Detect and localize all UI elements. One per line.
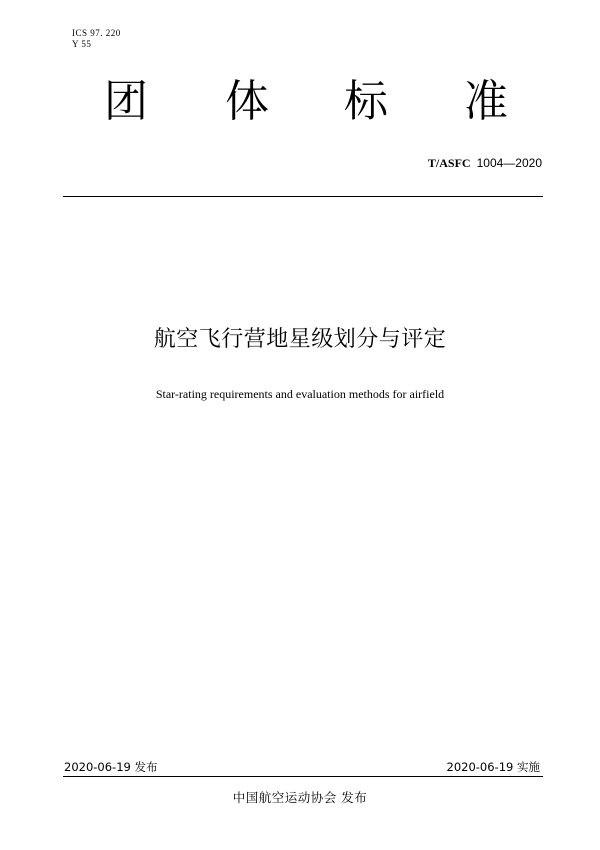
implementation-date: 2020-06-19 实施 [446,760,540,774]
classification-block [72,28,121,50]
standard-number: 1004—2020 [476,156,542,170]
document-type-title [60,74,570,130]
title-char-3: 标 [344,76,388,127]
standard-code [428,156,542,171]
document-title-en: Star-rating requirements and evaluation methods for airfield [155,387,445,401]
publisher: 中国航空运动协会 发布 [232,790,368,805]
title-char-4: 准 [464,76,508,127]
header-divider [63,196,543,197]
ics-code: ICS 97. 220 [72,28,121,38]
footer-divider [63,776,543,777]
document-title-cn: 航空飞行营地星级划分与评定 [153,327,447,352]
ccs-code: Y 55 [72,39,92,49]
standard-org: T/ASFC [427,156,471,170]
issue-date: 2020-06-19 发布 [64,760,158,774]
title-char-1: 团 [104,76,148,127]
title-char-2: 体 [225,76,269,127]
